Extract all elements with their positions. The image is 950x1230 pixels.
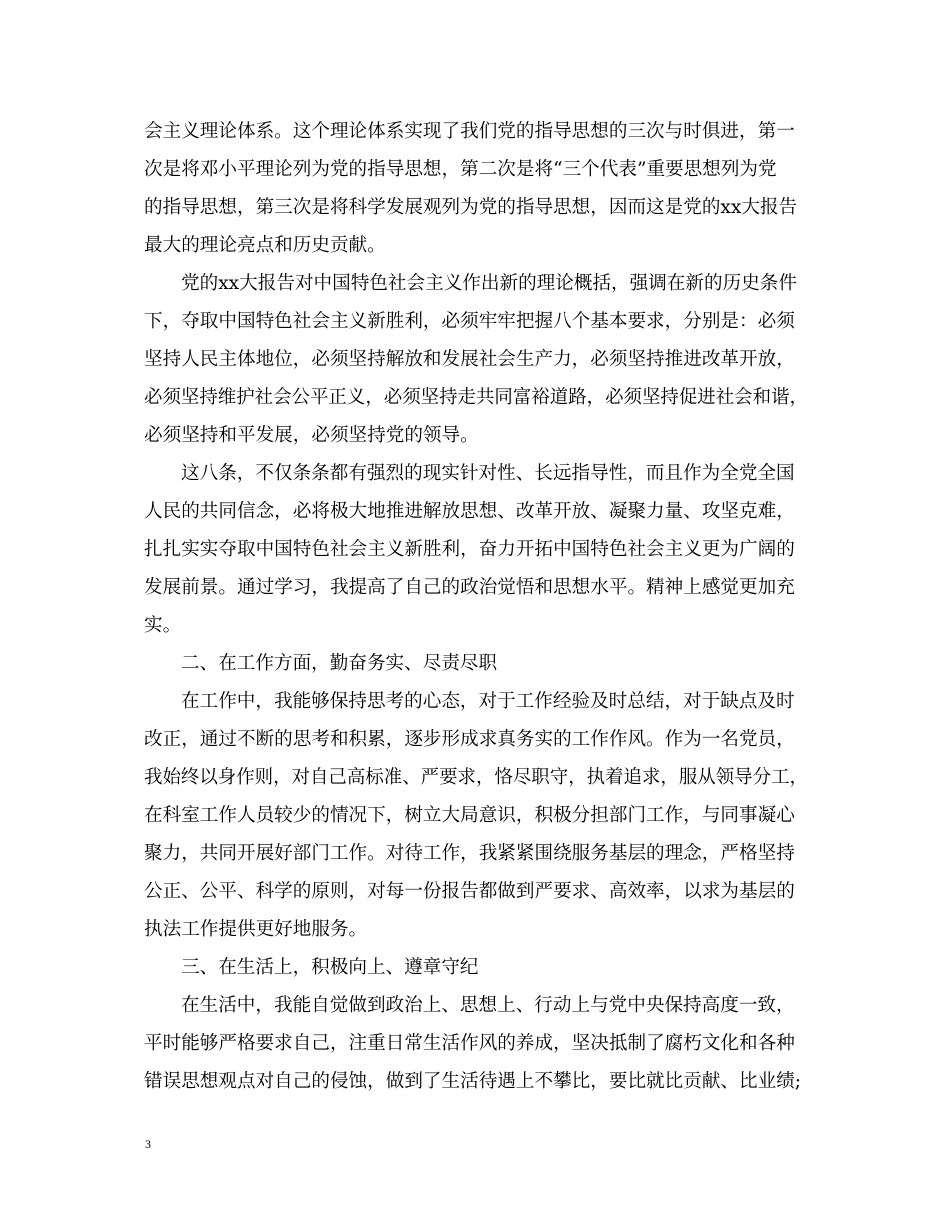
- text-line: 在工作中，我能够保持思考的心态，对于工作经验及时总结，对于缺点及时: [181, 691, 795, 712]
- text-line: 错误思想观点对自己的侵蚀，做到了生活待遇上不攀比，要比就比贡献、比业绩;: [144, 1071, 802, 1092]
- text-line: 在科室工作人员较少的情况下，树立大局意识，积极分担部门工作，与同事凝心: [144, 805, 795, 826]
- text-line: 下，夺取中国特色社会主义新胜利，必须牢牢把握八个基本要求，分别是：必须: [144, 311, 795, 332]
- text-line: 执法工作提供更好地服务。: [144, 919, 368, 940]
- section-heading: 二、在工作方面，勤奋务实、尽责尽职: [181, 653, 498, 674]
- text-line: 扎扎实实夺取中国特色社会主义新胜利，奋力开拓中国特色社会主义更为广阔的: [144, 539, 795, 560]
- text-line: 改正，通过不断的思考和积累，逐步形成求真务实的工作作风。作为一名党员，: [144, 729, 795, 750]
- text-line: 必须坚持和平发展，必须坚持党的领导。: [144, 425, 479, 446]
- section-heading: 三、在生活上，积极向上、遵章守纪: [181, 957, 479, 978]
- text-line: 这八条，不仅条条都有强烈的现实针对性、长远指导性，而且作为全党全国: [181, 463, 795, 484]
- text-line: 必须坚持维护社会公平正义，必须坚持走共同富裕道路，必须坚持促进社会和谐，: [144, 387, 808, 408]
- text-line: 聚力，共同开展好部门工作。对待工作，我紧紧围绕服务基层的理念，严格坚持: [144, 843, 795, 864]
- page-number: 3: [145, 1137, 151, 1151]
- text-line: 的指导思想，第三次是将科学发展观列为党的指导思想，因而这是党的xx大报告: [144, 197, 798, 218]
- text-line: 实。: [144, 615, 182, 636]
- text-line: 平时能够严格要求自己，注重日常生活作风的养成，坚决抵制了腐朽文化和各种: [144, 1033, 795, 1054]
- text-line: 党的xx大报告对中国特色社会主义作出新的理论概括，强调在新的历史条件: [181, 273, 797, 294]
- text-line: 我始终以身作则，对自己高标准、严要求，恪尽职守，执着追求，服从领导分工，: [144, 767, 808, 788]
- text-line: 在生活中，我能自觉做到政治上、思想上、行动上与党中央保持高度一致，: [181, 995, 795, 1016]
- text-line: 发展前景。通过学习，我提高了自己的政治觉悟和思想水平。精神上感觉更加充: [144, 577, 795, 598]
- text-line: 人民的共同信念，必将极大地推进解放思想、改革开放、凝聚力量、攻坚克难，: [144, 501, 795, 522]
- text-line: 坚持人民主体地位，必须坚持解放和发展社会生产力，必须坚持推进改革开放，: [144, 349, 795, 370]
- text-line: 公正、公平、科学的原则，对每一份报告都做到严要求、高效率，以求为基层的: [144, 881, 795, 902]
- text-line: 会主义理论体系。这个理论体系实现了我们党的指导思想的三次与时俱进，第一: [144, 121, 795, 142]
- text-line: 最大的理论亮点和历史贡献。: [144, 235, 386, 256]
- text-line: 次是将邓小平理论列为党的指导思想，第二次是将“三个代表”重要思想列为党: [144, 159, 777, 180]
